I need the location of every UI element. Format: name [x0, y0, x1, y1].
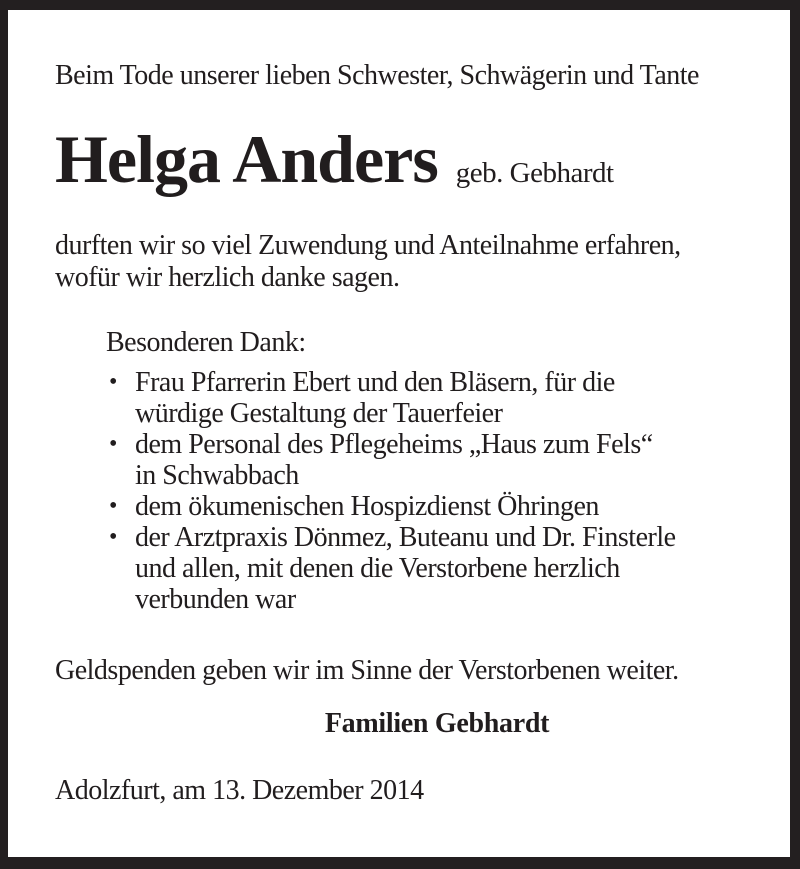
- thanks-line: Frau Pfarrerin Ebert und den Bläsern, für die: [135, 367, 615, 398]
- condolence-text: [55, 230, 745, 294]
- obituary-sheet: [8, 10, 790, 857]
- thanks-item: [106, 429, 745, 491]
- thanks-item-text: [135, 367, 745, 429]
- thanks-line: dem Personal des Pflegeheims „Haus zum Fels“: [135, 429, 653, 460]
- thanks-list: [106, 367, 745, 615]
- deceased-name: Helga Anders: [55, 121, 438, 197]
- thanks-line: der Arztpraxis Dönmez, Buteanu und Dr. Finsterle: [135, 522, 676, 553]
- thanks-item: [106, 367, 745, 429]
- bullet-marker: •: [109, 431, 117, 457]
- thanks-item: [106, 522, 745, 615]
- dateline: Adolzfurt, am 13. Dezember 2014: [55, 775, 424, 806]
- donation-note: Geldspenden geben wir im Sinne der Verstorbenen weiter.: [55, 655, 679, 686]
- thanks-line: verbunden war: [135, 584, 296, 615]
- family-signature: Familien Gebhardt: [324, 708, 550, 739]
- thanks-item-text: [135, 491, 745, 522]
- thanks-line: in Schwabbach: [135, 460, 299, 491]
- thanks-item: [106, 491, 745, 522]
- thanks-line: und allen, mit denen die Verstorbene herzlich: [135, 553, 620, 584]
- thanks-item-text: [135, 522, 745, 615]
- bullet-marker: •: [109, 493, 117, 519]
- intro-line: Beim Tode unserer lieben Schwester, Schwägerin und Tante: [55, 60, 699, 91]
- bullet-marker: •: [109, 524, 117, 550]
- maiden-name: geb. Gebhardt: [455, 157, 614, 189]
- thanks-line: dem ökumenischen Hospizdienst Öhringen: [135, 491, 599, 522]
- thanks-item-text: [135, 429, 745, 491]
- condolence-line: wofür wir herzlich danke sagen.: [55, 262, 400, 293]
- obituary-content: [8, 60, 790, 807]
- thanks-line: würdige Gestaltung der Tauerfeier: [135, 398, 503, 429]
- condolence-line: durften wir so viel Zuwendung und Anteilnahme erfahren,: [55, 230, 681, 261]
- thanks-heading: Besonderen Dank:: [106, 327, 306, 358]
- deceased-name-row: [55, 121, 745, 197]
- bullet-marker: •: [109, 369, 117, 395]
